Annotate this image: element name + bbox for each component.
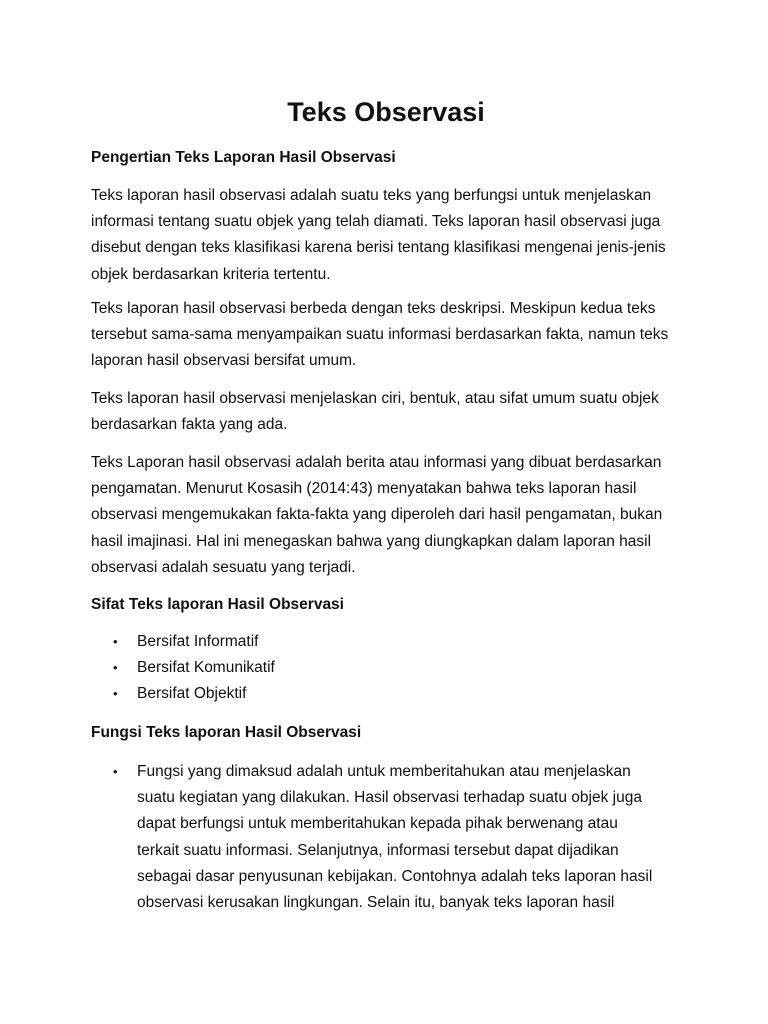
- paragraph: Teks laporan hasil observasi berbeda dengan teks deskripsi. Meskipun kedua teks tersebut sama-sama menyampaikan suatu informasi berdasarkan fakta, namun teks laporan hasil observasi bersifat umum.: [91, 300, 669, 370]
- paragraph: Teks Laporan hasil observasi adalah berita atau informasi yang dibuat berdasarkan pengamatan. Menurut Kosasih (2014:43) menyatakan bahwa teks laporan hasil observasi mengemukakan fakta-fakta yang diperoleh dari hasil pengamatan, bukan hasil imajinasi. Hal ini menegaskan bahwa yang diungkapkan dalam laporan hasil observasi adalah sesuatu yang terjadi.: [91, 454, 663, 576]
- bullet-icon: •: [113, 686, 118, 702]
- bullet-icon: •: [113, 634, 118, 649]
- section-heading-pengertian: Pengertian Teks Laporan Hasil Observasi: [91, 149, 396, 166]
- page-title: Teks Observasi: [287, 97, 485, 127]
- list-item-text: Fungsi yang dimaksud adalah untuk memberitahukan atau menjelaskan suatu kegiatan yang dilakukan. Hasil observasi terhadap suatu objek juga dapat berfungsi untuk memberitahukan kepada pihak berwenang atau terkait suatu informasi. Selanjutnya, informasi tersebut dapat dijadikan sebagai dasar penyusunan kebijakan. Contohnya adalah teks laporan hasil observasi kerusakan lingkungan. Selain itu, banyak teks laporan hasil: [137, 763, 653, 912]
- list-item: [91, 681, 681, 707]
- list-item: [91, 655, 681, 681]
- list-item: [91, 759, 681, 916]
- bullet-list-sifat: [91, 629, 681, 708]
- paragraph: Teks laporan hasil observasi menjelaskan ciri, bentuk, atau sifat umum suatu objek berdasarkan fakta yang ada.: [91, 390, 659, 434]
- paragraph: Teks laporan hasil observasi adalah suatu teks yang berfungsi untuk menjelaskan informasi tentang suatu objek yang telah diamati. Teks laporan hasil observasi juga disebut dengan teks klasifikasi karena berisi tentang klasifikasi mengenai jenis-jenis objek berdasarkan kriteria tertentu.: [91, 187, 666, 283]
- bullet-list-fungsi: [91, 759, 681, 916]
- section-heading-sifat: Sifat Teks laporan Hasil Observasi: [91, 596, 344, 613]
- list-item-text: Bersifat Informatif: [137, 633, 259, 650]
- section-heading-fungsi: Fungsi Teks laporan Hasil Observasi: [91, 724, 362, 741]
- list-item-text: Bersifat Objektif: [137, 685, 247, 703]
- bullet-icon: •: [113, 660, 118, 676]
- bullet-icon: •: [113, 764, 118, 779]
- list-item: [91, 629, 681, 655]
- list-item-text: Bersifat Komunikatif: [137, 659, 275, 677]
